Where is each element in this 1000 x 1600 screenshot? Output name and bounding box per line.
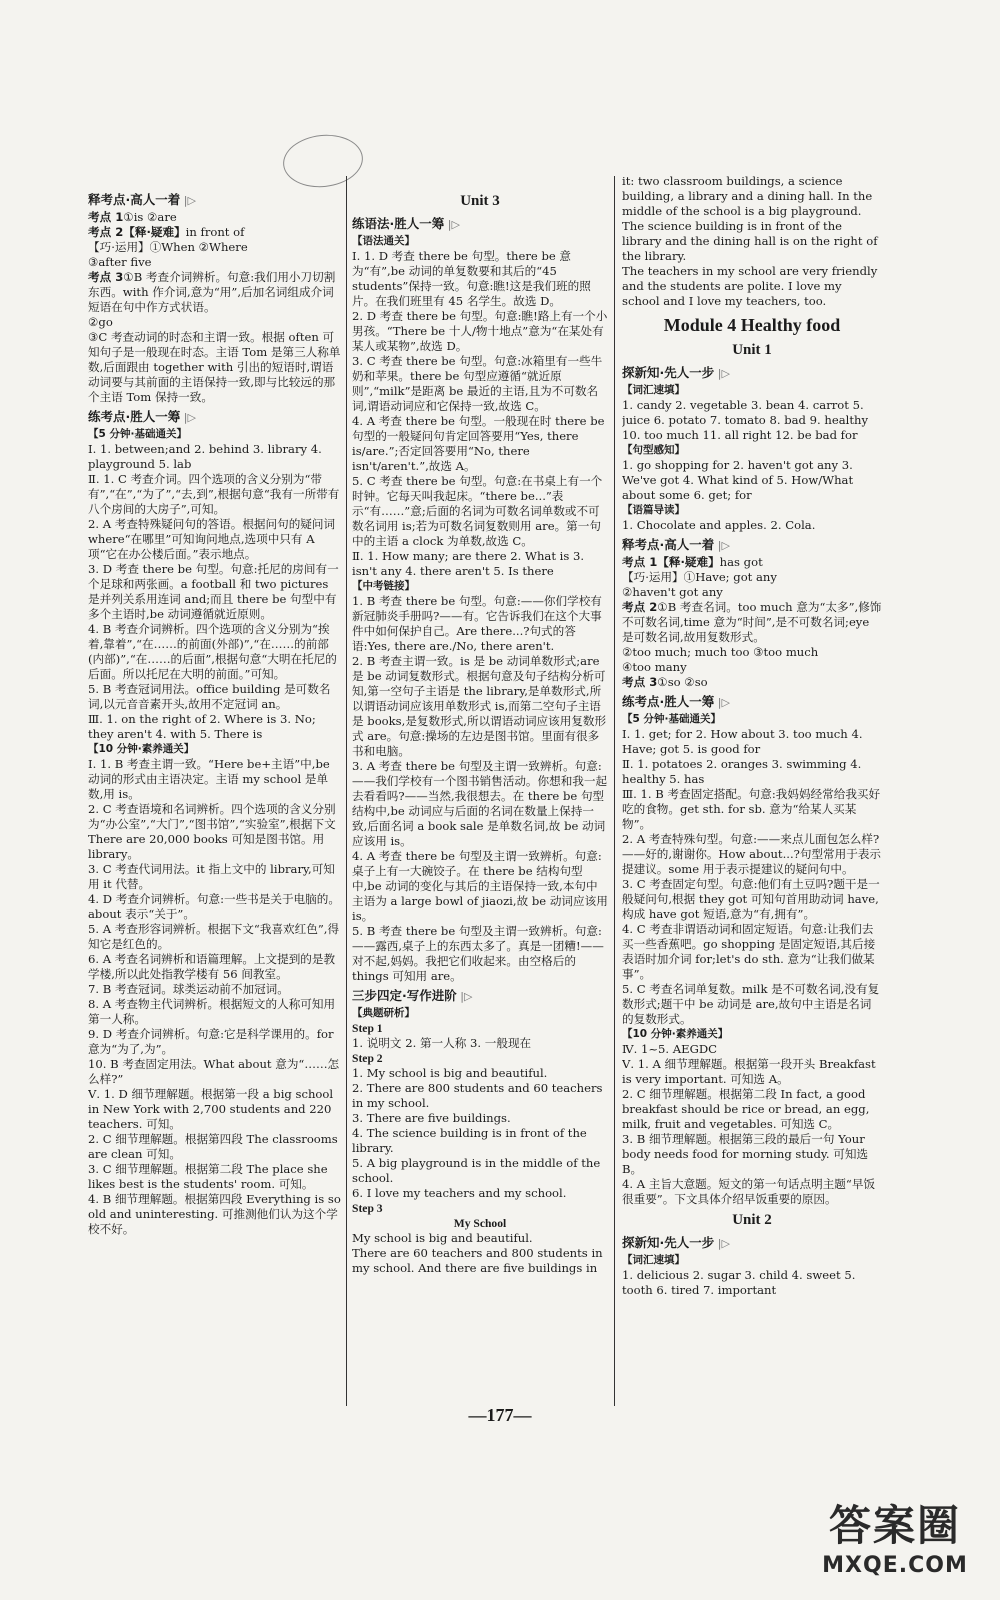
answer-line: 3. B 细节理解题。根据第三段的最后一句 Your body needs food for morning study. 可知选 B。 <box>622 1132 869 1176</box>
keypoint-text: ①B 考查名词。too much 意为“太多”,修饰不可数名词,time 意为“时间”,是不可数名词;eye 是可数名词,故用复数形式。 <box>622 600 882 644</box>
subsection-heading: 【5 分钟·基础通关】 <box>622 713 721 725</box>
answer-line: 5. C 考查 there be 句型。句意:在书桌上有一个时钟。它每天叫我起床。“there be...”表示“有……”意;后面的名词为可数名词单数或不可数名词用 is;若为可数名词复数则用 are。第一句中的主语 a clock 为单数,故选 C。 <box>352 474 603 548</box>
answer-line: The teachers in my school are very friendly and the students are polite. I love my school and I love my teachers, too. <box>622 264 878 308</box>
answer-line: Ⅰ. 1. get; for 2. How about 3. too much 4. Have; got 5. is good for <box>622 727 863 756</box>
answer-line: ③after five <box>88 255 152 269</box>
subsection-heading: 【语篇导读】 <box>622 504 685 516</box>
answer-line: 【巧·运用】①When ②Where <box>88 240 248 254</box>
subsection-heading: 【语法通关】 <box>352 235 415 247</box>
keypoint-text: in front of <box>185 225 245 239</box>
section-heading-text: 探新知·先人一步 <box>622 365 715 380</box>
answer-line: 3. D 考查 there be 句型。句意:托尼的房间有一个足球和两张画。a football 和 two pictures 是并列关系用连词 and;而且 there be 句型中有多个主语时,be 动词遵循就近原则。 <box>88 562 339 621</box>
keypoint-label: 考点 2 <box>622 600 658 614</box>
answer-line: 4. A 考查 there be 句型及主谓一致辨析。句意:桌子上有一大碗饺子。在 there be 结构句型中,be 动词的变化与其后的主语保持一致,本句中主语为 a large bowl of jiaozi,故 be 动词应该用 is。 <box>352 849 608 923</box>
column-divider <box>614 176 615 1406</box>
section-heading-text: 练语法·胜人一筹 <box>352 216 445 231</box>
answer-line: Ⅴ. 1. D 细节理解题。根据第一段 a big school in New York with 2,700 students and 220 teachers. 可知。 <box>88 1087 334 1131</box>
answer-line: 1. Chocolate and apples. 2. Cola. <box>622 518 816 532</box>
answer-line: Ⅱ. 1. potatoes 2. oranges 3. swimming 4. healthy 5. has <box>622 757 862 786</box>
answer-line: Ⅱ. 1. C 考查介词。四个选项的含义分别为“带有”,“在”,“为了”,“去,到”,根据句意“我有一所带有八个房间的大房子”,可知。 <box>88 472 340 516</box>
answer-line: 2. A 考查特殊句型。句意:——来点儿面包怎么样?——好的,谢谢你。How about...?句型常用于表示提建议。some 用于表示提建议的疑问句中。 <box>622 832 882 876</box>
section-heading <box>622 693 882 712</box>
answer-line: 4. C 考查非谓语动词和固定短语。句意:让我们去买一些香蕉吧。go shopping 是固定短语,其后接表语时加介词 for;let's do sth. 意为“让我们做某事”。 <box>622 922 876 981</box>
unit-title: Unit 2 <box>732 1212 772 1228</box>
answer-line: 1. go shopping for 2. haven't got any 3. We've got 4. What kind of 5. How/What about some 6. get; for <box>622 458 854 502</box>
keypoint-text: ①B 考查介词辨析。句意:我们用小刀切割东西。with 作介词,意为“用”,后加名词组成介词短语在句中作方式状语。 <box>88 270 336 314</box>
answer-line: 1. candy 2. vegetable 3. bean 4. carrot 5. juice 6. potato 7. tomato 8. bad 9. healthy 10. too much 11. all right 12. be bad for <box>622 398 869 442</box>
stamp-seal <box>281 131 366 191</box>
subsection-heading: 【10 分钟·素养通关】 <box>88 743 195 755</box>
answer-column-left <box>88 188 343 1403</box>
answer-line: Ⅲ. 1. on the right of 2. Where is 3. No; they aren't 4. with 5. There is <box>88 712 316 741</box>
subsection-heading: 【10 分钟·素养通关】 <box>622 1028 729 1040</box>
answer-line: 3. C 考查代词用法。it 指上文中的 library,可知用 it 代替。 <box>88 862 335 891</box>
section-heading <box>622 364 882 383</box>
site-watermark-logo <box>800 1500 990 1595</box>
section-heading <box>352 215 608 234</box>
keypoint-label: 考点 3 <box>622 675 658 689</box>
section-heading <box>352 987 608 1006</box>
answer-line: 4. D 考查介词辨析。句意:一些书是关于电脑的。about 表示“关于”。 <box>88 892 340 921</box>
answer-line: 5. A 考查形容词辨析。根据下文“我喜欢红色”,得知它是红色的。 <box>88 922 340 951</box>
section-heading-text: 三步四定·写作进阶 <box>352 988 457 1003</box>
answer-line: 5. B 考查 there be 句型及主谓一致辨析。句意:——露西,桌子上的东西太多了。真是一团糟!——对不起,妈妈。我把它们收起来。由空格后的 things 可知用 are。 <box>352 924 604 983</box>
answer-line: ④too many <box>622 660 687 674</box>
keypoint-text: ①is ②are <box>123 210 177 224</box>
step-label: Step 3 <box>352 1202 383 1215</box>
answer-line: 1. B 考查 there be 句型。句意:——你们学校有新冠肺炎手册吗?——有。它告诉我们在这个大事件中如何保护自己。Are there...?句式的答语:Yes, there are./No, there aren't. <box>352 594 602 653</box>
answer-line: it: two classroom buildings, a science building, a library and a dining hall. In the middle of the school is a big playground. The science building is in front of the library and the dining hall is on the right of the library. <box>622 174 878 263</box>
answer-line: 3. C 考查固定句型。句意:他们有土豆吗?题干是一般疑问句,根据 they got 可知句首用助动词 have,构成 have got 短语,意为“有,拥有”。 <box>622 877 880 921</box>
answer-line: 1. 说明文 2. 第一人称 3. 一般现在 <box>352 1036 532 1050</box>
section-arrow-icon: |▷ <box>714 696 730 709</box>
module-title: Module 4 Healthy food <box>663 315 841 335</box>
subsection-heading: 【词汇速填】 <box>622 1254 685 1266</box>
keypoint-line <box>88 270 343 315</box>
answer-line: 3. C 考查 there be 句型。句意:冰箱里有一些牛奶和苹果。there be 句型应遵循“就近原则”,“milk”是距离 be 最近的主语,且为不可数名词,谓语动词应和它保持一致,故选 C。 <box>352 354 603 413</box>
keypoint-line <box>622 675 882 690</box>
answer-line: Ⅰ. 1. D 考查 there be 句型。there be 意为“有”,be 动词的单复数要和其后的“45 students”保持一致。句意:瞧!这是我们班的照片。在我们班里有 45 名学生。故选 D。 <box>352 249 591 308</box>
answer-line: 6. I love my teachers and my school. <box>352 1186 567 1200</box>
answer-line: Ⅳ. 1~5. AEGDC <box>622 1042 718 1056</box>
section-arrow-icon: |▷ <box>180 194 196 207</box>
answer-line: 9. D 考查介词辨析。句意:它是科学课用的。for 意为“为了,为”。 <box>88 1027 334 1056</box>
answer-line: 2. B 考查主谓一致。is 是 be 动词单数形式;are 是 be 动词复数形式。根据句意及句子结构分析可知,第一空句子主语是 the library,是单数形式,所以谓语动词应该用单数形式 is,而第二空句子主语是 books,是复数形式,所以谓语动词应该用复数形式 are。句意:操场的左边是图书馆。里面有很多书和电脑。 <box>352 654 607 758</box>
section-arrow-icon: |▷ <box>714 367 730 380</box>
watermark-text: 答案圈 <box>828 1501 961 1550</box>
answer-line: Ⅴ. 1. A 细节理解题。根据第一段开头 Breakfast is very important. 可知选 A。 <box>622 1057 876 1086</box>
unit-title: Unit 3 <box>460 193 500 209</box>
answer-line: 2. C 细节理解题。根据第二段 In fact, a good breakfast should be rice or bread, an egg, milk, fruit and vegetables. 可知选 C。 <box>622 1087 870 1131</box>
answer-line: 2. There are 800 students and 60 teachers in my school. <box>352 1081 603 1110</box>
keypoint-label: 考点 3 <box>88 270 124 284</box>
section-heading <box>88 191 343 210</box>
section-heading-text: 练考点·胜人一筹 <box>88 409 181 424</box>
answer-line: ③C 考查动词的时态和主谓一致。根据 often 可知句子是一般现在时态。主语 Tom 是第三人称单数,后面跟由 together with 引出的短语时,谓语动词要与其前面的主语保持一致,即与比较远的那个主语 Tom 保持一致。 <box>88 330 341 404</box>
section-arrow-icon: |▷ <box>714 1237 730 1250</box>
section-heading <box>622 536 882 555</box>
answer-line: 3. There are five buildings. <box>352 1111 511 1125</box>
answer-line: 1. My school is big and beautiful. <box>352 1066 548 1080</box>
section-arrow-icon: |▷ <box>444 218 460 231</box>
section-arrow-icon: |▷ <box>180 411 196 424</box>
keypoint-text: has got <box>719 555 763 569</box>
answer-line: 5. A big playground is in the middle of the school. <box>352 1156 601 1185</box>
step-label: Step 1 <box>352 1022 383 1035</box>
section-heading-text: 释考点·高人一着 <box>88 192 181 207</box>
section-heading <box>88 408 343 427</box>
section-arrow-icon: |▷ <box>456 990 473 1003</box>
answer-line: Ⅰ. 1. between;and 2. behind 3. library 4. playground 5. lab <box>88 442 322 471</box>
answer-line: 8. A 考查物主代词辨析。根据短文的人称可知用第一人称。 <box>88 997 336 1026</box>
answer-line: 2. A 考查特殊疑问句的答语。根据问句的疑问词 where“在哪里”可知询问地点,选项中只有 A 项“它在办公楼后面。”表示地点。 <box>88 517 336 561</box>
column-divider <box>346 176 347 1406</box>
unit-title: Unit 1 <box>732 342 772 358</box>
keypoint-label: 考点 2【释·疑难】 <box>88 225 186 239</box>
subsection-heading: 【5 分钟·基础通关】 <box>88 428 187 440</box>
section-heading-text: 练考点·胜人一筹 <box>622 694 715 709</box>
answer-line: 2. D 考查 there be 句型。句意:瞧!路上有一个小男孩。“There be 十人/物十地点”意为“在某处有某人或某物”,故选 D。 <box>352 309 608 353</box>
answer-column-right <box>622 174 882 1384</box>
watermark-url: MXQE.COM <box>822 1553 968 1578</box>
answer-line: 4. The science building is in front of the library. <box>352 1126 587 1155</box>
step-label: Step 2 <box>352 1052 383 1065</box>
answer-line: Ⅲ. 1. B 考查固定搭配。句意:我妈妈经常给我买好吃的食物。get sth. for sb. 意为“给某人买某物”。 <box>622 787 881 831</box>
answer-line: 6. A 考查名词辨析和语篇理解。上文提到的是教学楼,所以此处指教学楼有 56 间教室。 <box>88 952 336 981</box>
keypoint-line <box>88 225 343 240</box>
section-heading-text: 探新知·先人一步 <box>622 1235 715 1250</box>
answer-line: 3. A 考查 there be 句型及主谓一致辨析。句意:——我们学校有一个图书销售活动。你想和我一起去看看吗?——当然,我很想去。在 there be 句型结构中,be 动词应与后面的名词在数量上保持一致,后面名词 a book sale 是单数名词,故 be 动词应该用 is。 <box>352 759 608 848</box>
subsection-heading: 【词汇速填】 <box>622 384 685 396</box>
answer-line: 4. B 细节理解题。根据第四段 Everything is so old and uninteresting. 可推测他们认为这个学校不好。 <box>88 1192 341 1236</box>
subsection-heading: 【中考链接】 <box>352 580 415 592</box>
section-heading <box>622 1234 882 1253</box>
answer-line: 4. A 主旨大意题。短文的第一句话点明主题“早饭很重要”。下文具体介绍早饭重要的原因。 <box>622 1177 876 1206</box>
section-heading-text: 释考点·高人一着 <box>622 537 715 552</box>
page-number: —177— <box>468 1405 532 1425</box>
answer-line: 5. B 考查冠词用法。office building 是可数名词,以元音音素开头,故用不定冠词 an。 <box>88 682 331 711</box>
subsection-heading: 【句型感知】 <box>622 444 685 456</box>
answer-line: 2. C 细节理解题。根据第四段 The classrooms are clean 可知。 <box>88 1132 338 1161</box>
answer-column-middle <box>352 188 608 1403</box>
essay-title: My School <box>453 1217 507 1230</box>
keypoint-line <box>88 210 343 225</box>
keypoint-line <box>622 600 882 645</box>
answer-line: There are 60 teachers and 800 students in my school. And there are five buildings in <box>352 1246 603 1275</box>
answer-line: 7. B 考查冠词。球类运动前不加冠词。 <box>88 982 289 996</box>
answer-line: 2. C 考查语境和名词辨析。四个选项的含义分别为“办公室”,“大门”,“图书馆”,“实验室”,根据下文 There are 20,000 books 可知是图书馆。用 library。 <box>88 802 336 861</box>
section-arrow-icon: |▷ <box>714 539 730 552</box>
answer-line: 4. B 考查介词辨析。四个选项的含义分别为“挨着,靠着”,“在……的前面(外部)”,“在……的前部(内部)”,“在……的后面”,根据句意“大明在托尼的后面。所以托尼在大明的前面。”可知。 <box>88 622 337 681</box>
answer-line: ②haven't got any <box>622 585 723 599</box>
answer-line: 10. B 考查固定用法。What about 意为“……怎么样?” <box>88 1057 340 1086</box>
keypoint-text: ①so ②so <box>657 675 708 689</box>
keypoint-label: 考点 1【释·疑难】 <box>622 555 720 569</box>
answer-line: 4. A 考查 there be 句型。一般现在时 there be 句型的一般疑问句肯定回答要用“Yes, there is/are.”;否定回答要用“No, there isn't/aren't.”,故选 A。 <box>352 414 605 473</box>
answer-line: Ⅰ. 1. B 考查主谓一致。“Here be+主语”中,be 动词的形式由主语决定。主语 my school 是单数,用 is。 <box>88 757 330 801</box>
answer-line: 【巧·运用】①Have; got any <box>622 570 777 584</box>
answer-line: 1. delicious 2. sugar 3. child 4. sweet 5. tooth 6. tired 7. important <box>622 1268 856 1297</box>
answer-line: ②go <box>88 315 113 329</box>
keypoint-line <box>622 555 882 570</box>
answer-line: My school is big and beautiful. <box>352 1231 533 1245</box>
answer-line: 3. C 细节理解题。根据第二段 The place she likes best is the students' room. 可知。 <box>88 1162 328 1191</box>
answer-line: ②too much; much too ③too much <box>622 645 819 659</box>
answer-line: 5. C 考查名词单复数。milk 是不可数名词,没有复数形式;题干中 be 动词是 are,故句中主语是名词的复数形式。 <box>622 982 880 1026</box>
keypoint-label: 考点 1 <box>88 210 124 224</box>
answer-line: Ⅱ. 1. How many; are there 2. What is 3. isn't any 4. there aren't 5. Is there <box>352 549 585 578</box>
subsection-heading: 【典题研析】 <box>352 1007 415 1019</box>
